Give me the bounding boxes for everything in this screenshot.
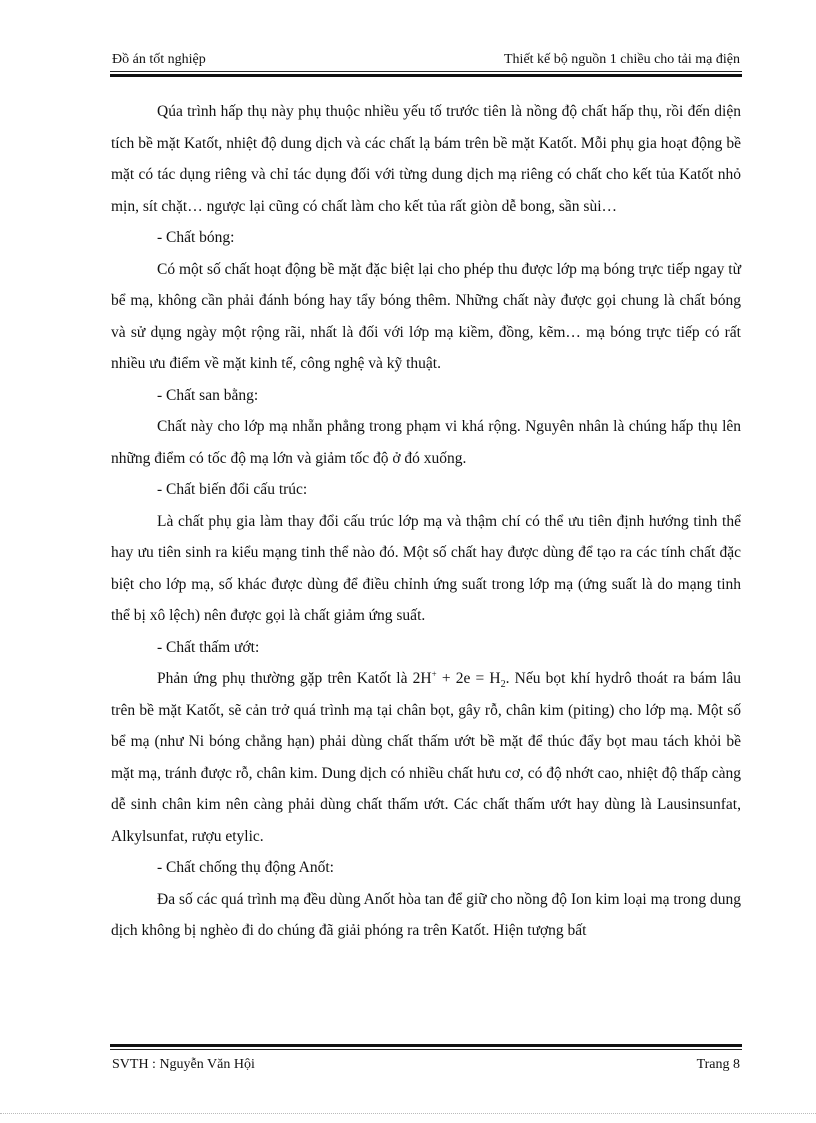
heading-chat-chong-thu-dong: - Chất chống thụ động Anốt: [157, 859, 334, 876]
page-edge-divider [0, 1113, 816, 1114]
hydrogen-subscript: 2 [500, 679, 506, 691]
heading-chat-bong: - Chất bóng: [157, 229, 235, 246]
page-footer [112, 1057, 740, 1073]
paragraph-chat-tham-uot [111, 663, 741, 852]
header-left-title: Đồ án tốt nghiệp [112, 52, 206, 67]
paragraph-chat-san-bang: Chất này cho lớp mạ nhẵn phẳng trong phạm vi khá rộng. Nguyên nhân là chúng hấp thụ lên những điểm có tốc độ mạ lớn và giảm tốc độ ở đó xuống. [111, 418, 741, 467]
heading-chat-bien-doi: - Chất biến đổi cấu trúc: [157, 481, 308, 498]
reaction-text-a: Phản ứng phụ thường gặp trên Katốt là 2H [157, 670, 432, 687]
footer-author: SVTH : Nguyễn Văn Hội [112, 1057, 255, 1072]
heading-chat-tham-uot: - Chất thấm ướt: [157, 638, 260, 656]
reaction-text-c: . Nếu bọt khí hydrô thoát ra bám lâu trên bề mặt Katốt, sẽ cản trở quá trình mạ tại chân bọt, gây rỗ, chân kim (piting) cho lớp mạ. Một số bể mạ (như Ni bóng chẳng hạn) phải dùng chất thấm ướt bề mặt để thúc đẩy bọt mau tách khỏi bề mặt mạ, tránh được rỗ, chân kim. Dung dịch có nhiều chất hưu cơ, có độ nhớt cao, nhiệt độ thấp càng dễ sinh chân kim nên càng phải dùng chất thấm ướt. Các chất thấm ướt hay dùng là Lausinsunfat, Alkylsunfat, rượu etylic. [111, 670, 741, 845]
paragraph-chat-chong-thu-dong: Đa số các quá trình mạ đều dùng Anốt hòa tan để giữ cho nồng độ Ion kim loại mạ trong dung dịch không bị nghèo đi do chúng đã giải phóng ra trên Katốt. Hiện tượng bất [111, 890, 741, 939]
footer-rule-thin [110, 1049, 742, 1050]
paragraph-intro: Qúa trình hấp thụ này phụ thuộc nhiều yếu tố trước tiên là nồng độ chất hấp thụ, rồi đến diện tích bề mặt Katốt, nhiệt độ dung dịch và các chất lạ bám trên bề mặt Katốt. Mỗi phụ gia hoạt động bề mặt có tác dụng riêng và chỉ tác dụng đối với từng dung dịch mạ riêng có chất cho kết tủa Katốt nhỏ mịn, sít chặt… ngược lại cũng có chất làm cho kết tủa rất giòn dễ bong, sần sùi… [111, 103, 741, 215]
heading-chat-san-bang: - Chất san bằng: [157, 386, 259, 404]
footer-rule-thick [110, 1044, 742, 1047]
footer-page-number: Trang 8 [696, 1057, 740, 1072]
header-rule-thick [110, 74, 742, 77]
reaction-text-b: + 2e = H [436, 670, 501, 687]
paragraph-chat-bien-doi: Là chất phụ gia làm thay đổi cấu trúc lớp mạ và thậm chí có thể ưu tiên định hướng tinh thể hay ưu tiên sinh ra kiểu mạng tinh thể nào đó. Một số chất hay được dùng để tạo ra các tính chất đặc biệt cho lớp mạ, số khác được dùng để điều chỉnh ứng suất trong lớp mạ (ứng suất là do mạng tinh thể bị xô lệch) nên được gọi là chất giảm ứng suất. [111, 512, 741, 624]
hydrogen-ion-charge: + [431, 668, 437, 679]
page-header [112, 52, 740, 68]
paragraph-chat-bong: Có một số chất hoạt động bề mặt đặc biệt lại cho phép thu được lớp mạ bóng trực tiếp ngay từ bể mạ, không cần phải đánh bóng hay tẩy bóng thêm. Những chất này được gọi chung là chất bóng và sử dụng ngày một rộng rãi, nhất là đối với lớp mạ kiềm, đồng, kẽm… mạ bóng trực tiếp có rất nhiều ưu điểm về mặt kinh tế, công nghệ và kỹ thuật. [111, 260, 741, 372]
header-rule-thin [110, 71, 742, 72]
page-body [111, 96, 741, 947]
header-right-title: Thiết kế bộ nguồn 1 chiều cho tải mạ điện [504, 52, 740, 67]
